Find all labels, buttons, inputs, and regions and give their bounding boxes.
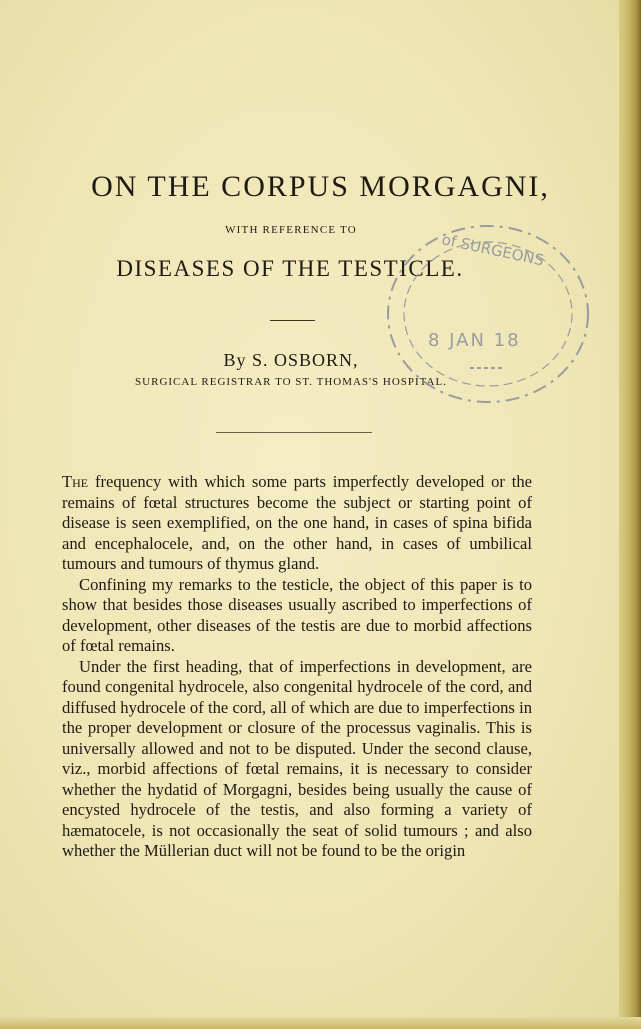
article-title: ON THE CORPUS MORGAGNI,	[91, 170, 550, 203]
article-subject: DISEASES OF THE TESTICLE.	[116, 256, 464, 281]
stamp-text-top: of SURGEONS	[440, 230, 546, 270]
article-subtitle: WITH REFERENCE TO	[225, 224, 357, 236]
author-role: SURGICAL REGISTRAR TO ST. THOMAS'S HOSPITAL.	[135, 376, 447, 388]
author-name: By S. OSBORN,	[223, 350, 359, 370]
stamp-text-date: 8 JAN 18	[428, 330, 521, 351]
page-bottom-edge	[0, 1017, 641, 1029]
paragraph-3: Under the first heading, that of imperfections in development, are found congenital hydrocele, also congenital hydrocele of the cord, and diffused hydrocele of the cord, all of which are due to imperfections in the proper development or closure of the processus vaginalis. This is universally allowed and not to be disputed. Under the second clause, viz., morbid affections of fœtal remains, it is necessary to consider whether the hydatid of Morgagni, besides being usually the cause of encysted hydrocele of the testis, and also forming a variety of hæmatocele, is not occasionally the seat of solid tumours ; and also whether the Müllerian duct will not be found to be the origin	[62, 656, 532, 860]
long-divider	[216, 432, 372, 433]
page-binding-edge	[619, 0, 641, 1029]
paragraph-1-text: frequency with which some parts imperfectly developed or the remains of fœtal structures become the subject or starting point of disease is seen exemplified, on the one hand, in cases of spina bifida and encephalocele, and, on the other hand, in cases of umbilical tumours and tumours of thymus gland.	[62, 472, 532, 573]
body-text	[62, 472, 532, 862]
paragraph-1-lead: The	[62, 472, 89, 491]
library-stamp-icon	[370, 218, 600, 418]
paragraph-1	[62, 472, 532, 575]
paragraph-2: Confining my remarks to the testicle, the object of this paper is to show that besides those diseases usually ascribed to imperfections of development, other diseases of the testis are due to morbid affections of fœtal remains.	[62, 574, 532, 655]
short-divider	[270, 320, 315, 321]
